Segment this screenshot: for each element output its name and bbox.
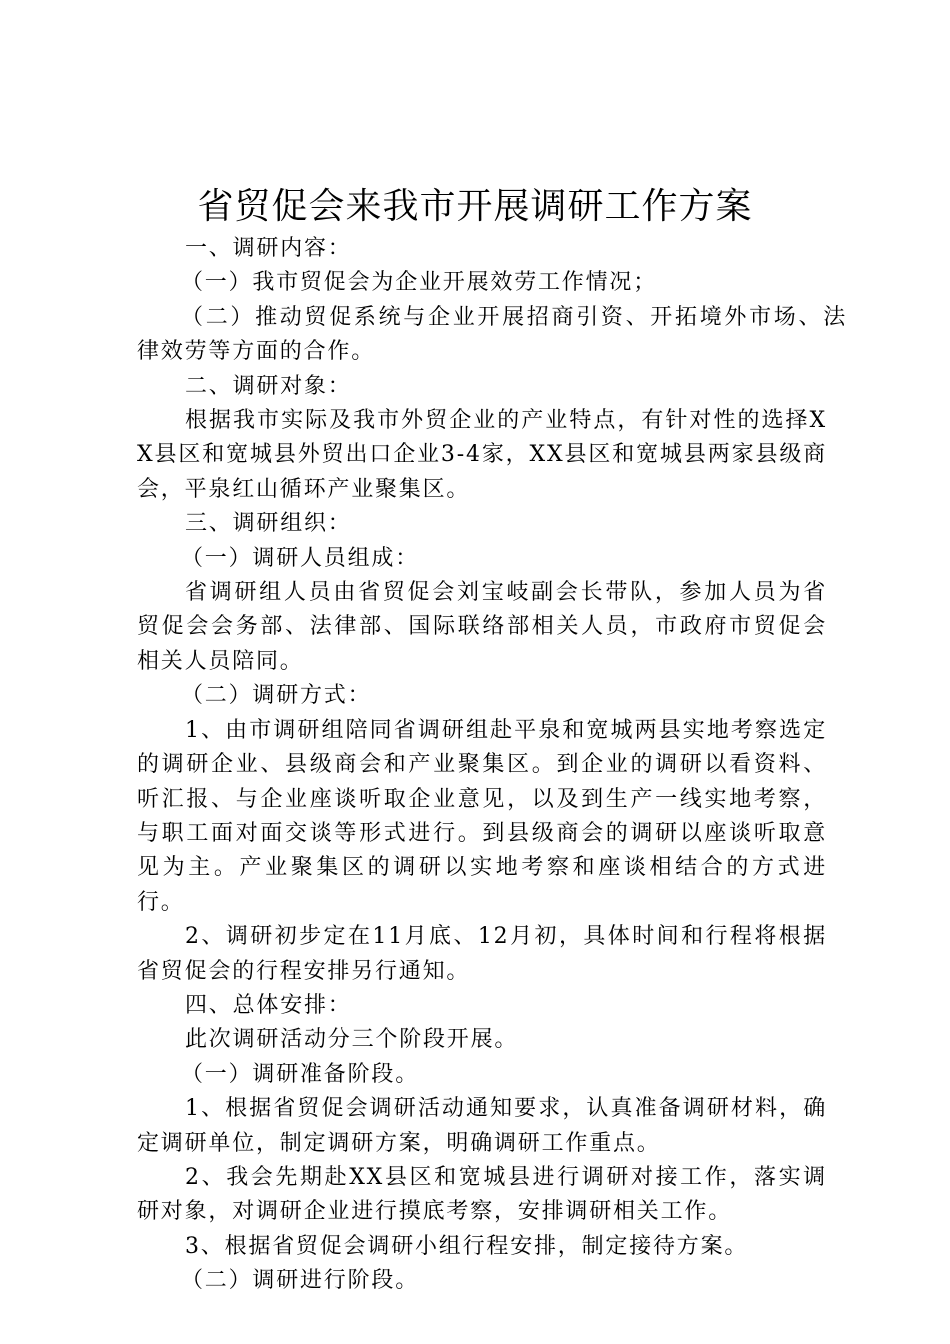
body-paragraph: 3、根据省贸促会调研小组行程安排，制定接待方案。	[185, 1233, 749, 1259]
body-paragraph: 1、由市调研组陪同省调研组赴平泉和宽城两县实地考察选定的调研企业、县级商会和产业聚集区。到企业的调研以看资料、听汇报、与企业座谈听取企业意见，以及到生产一线实地考察，与职工面对面交谈等形式进行。到县级商会的调研以座谈听取意见为主。产业聚集区的调研以实地考察和座谈相结合的方式进行。	[137, 717, 827, 915]
body-paragraph: 根据我市实际及我市外贸企业的产业特点，有针对性的选择XX县区和宽城县外贸出口企业3-4家，XX县区和宽城县两家县级商会，平泉红山循环产业聚集区。	[137, 408, 827, 502]
body-paragraph: 省调研组人员由省贸促会刘宝岐副会长带队，参加人员为省贸促会会务部、法律部、国际联络部相关人员，市政府市贸促会相关人员陪同。	[137, 580, 827, 674]
section-heading: 一、调研内容：	[185, 236, 352, 261]
body-paragraph: 1、根据省贸促会调研活动通知要求，认真准备调研材料，确定调研单位，制定调研方案，明确调研工作重点。	[137, 1096, 827, 1156]
body-paragraph: 此次调研活动分三个阶段开展。	[185, 1027, 519, 1053]
document-title: 省贸促会来我市开展调研工作方案	[197, 186, 753, 227]
subsection-item: （二）推动贸促系统与企业开展招商引资、开拓境外市场、法律效劳等方面的合作。	[137, 304, 847, 365]
section-heading: 二、调研对象：	[185, 373, 352, 399]
document-body	[137, 232, 847, 1299]
subsection-heading: （一）调研人员组成：	[181, 545, 420, 571]
subsection-heading: （二）调研进行阶段。	[181, 1268, 420, 1294]
section-heading: 四、总体安排：	[185, 992, 352, 1018]
body-paragraph: 2、我会先期赴XX县区和宽城县进行调研对接工作，落实调研对象，对调研企业进行摸底考察，安排调研相关工作。	[137, 1164, 827, 1225]
subsection-item: （一）我市贸促会为企业开展效劳工作情况；	[181, 270, 658, 296]
section-heading: 三、调研组织：	[185, 511, 352, 537]
subsection-heading: （一）调研准备阶段。	[181, 1061, 420, 1087]
body-paragraph: 2、调研初步定在11月底、12月初，具体时间和行程将根据省贸促会的行程安排另行通知。	[137, 924, 827, 984]
subsection-heading: （二）调研方式：	[181, 683, 372, 709]
